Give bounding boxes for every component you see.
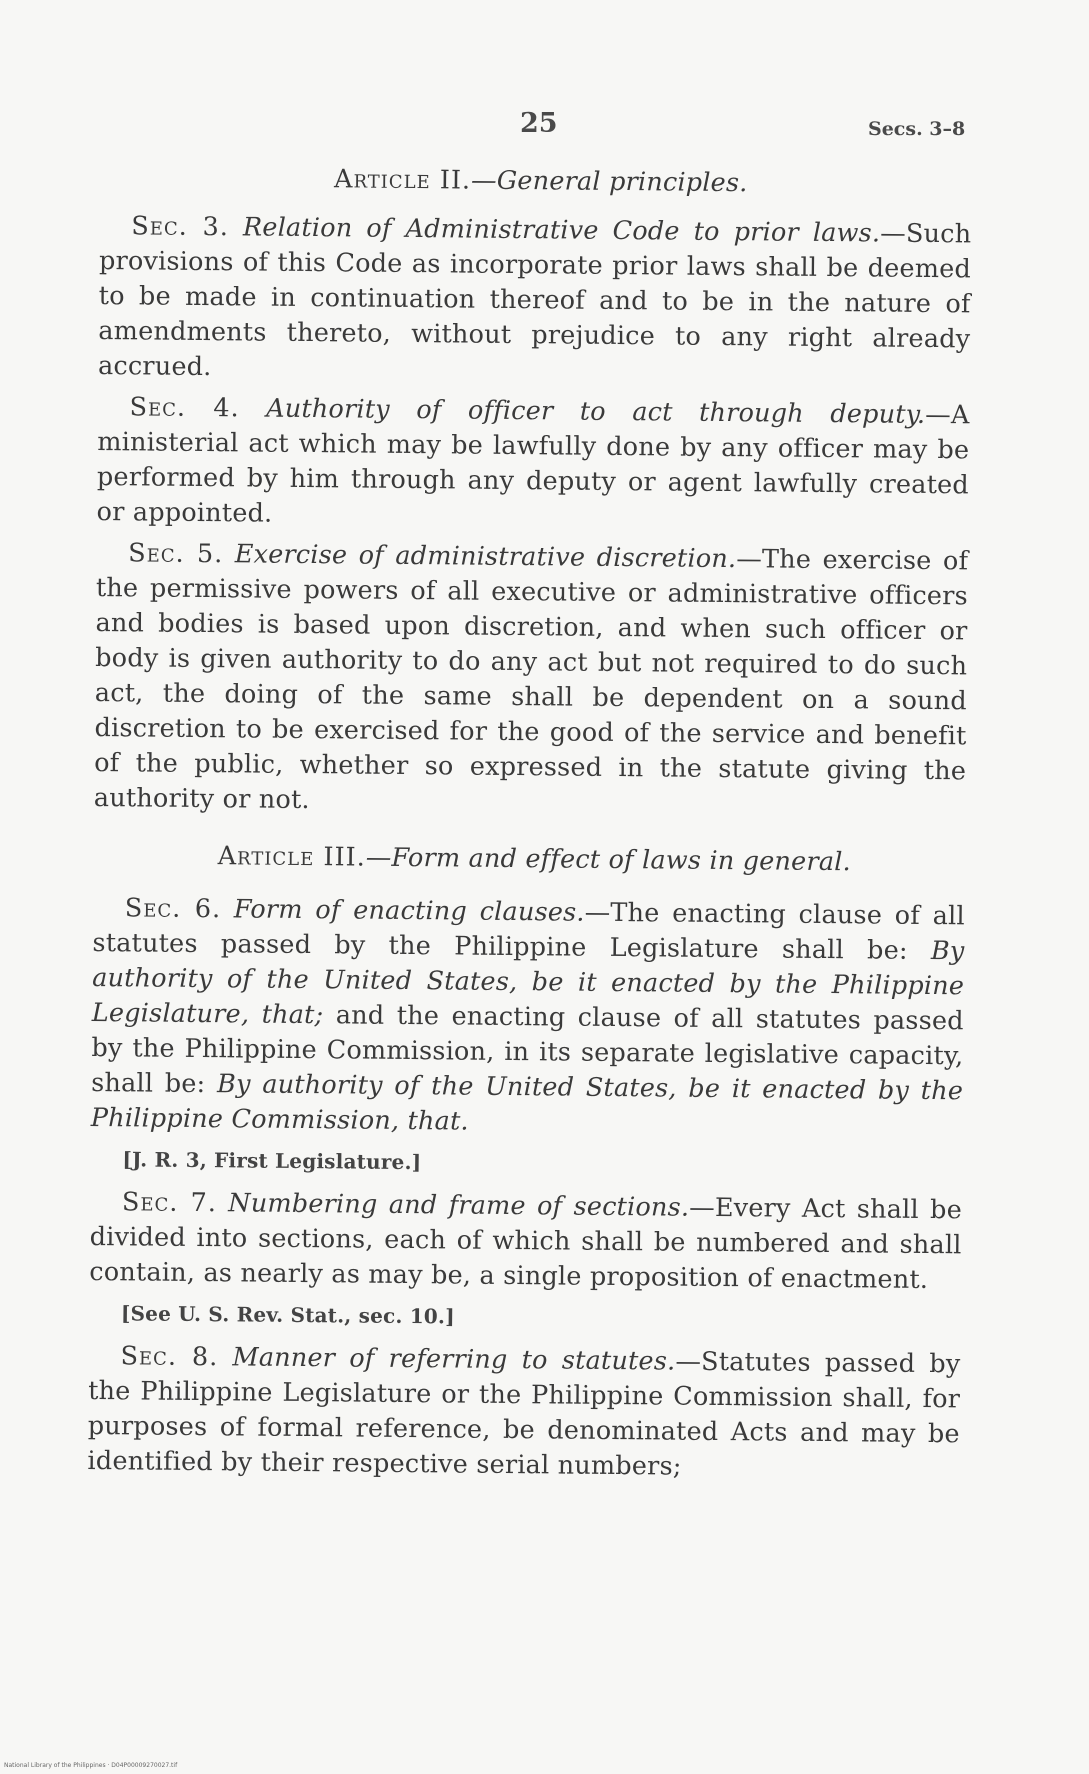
enacting-clause-commission: By authority of the United States, be it enacted by the Philippine Commission, that. (90, 1069, 964, 1137)
section-title: Relation of Administrative Code to prior laws. (242, 212, 881, 249)
section-6 (91, 891, 965, 1144)
section-title: Authority of officer to act through deputy. (266, 393, 926, 430)
section-3 (98, 209, 972, 392)
enacting-clause-legislature: By authority of the United States, be it enacted by the Philippine Legislature, that; (91, 936, 965, 1031)
section-4 (96, 390, 969, 538)
article-label: Article III. (217, 841, 366, 873)
section-8 (87, 1339, 960, 1487)
section-label: Sec. 6. (124, 893, 222, 925)
article-3-heading (93, 838, 965, 881)
article-title: —General principles. (470, 165, 748, 199)
section-title: Exercise of administrative discretion. (234, 539, 737, 575)
section-label: Sec. 4. (129, 392, 240, 424)
page-number: 25 (520, 108, 558, 139)
section-5 (94, 536, 969, 824)
section-title: Numbering and frame of sections. (228, 1188, 690, 1223)
citation: [J. R. 3, First Legislature.] (122, 1147, 422, 1175)
section-text: —Statutes passed by the Philippine Legislature or the Philippine Commission shall, for purposes of formal reference, be denominated Acts and may be identified by their respective serial numbers; (87, 1346, 961, 1482)
page-body (87, 160, 972, 1493)
section-text: —Such provisions of this Code as incorporate prior laws shall be deemed to be made in continuation thereof and to be in the nature of amendments thereto, without prejudice to any right already accrued. (97, 218, 972, 383)
section-text: and the enacting clause of all statutes passed by the Philippine Commission, in its separate legislative capacity, shall be: (90, 1000, 964, 1100)
section-text: —Every Act shall be divided into sections, each of which shall be numbered and shall contain, as nearly as may be, a single proposition of enactment. (89, 1192, 963, 1296)
section-label: Sec. 3. (131, 211, 230, 243)
footer-caption: National Library of the Philippines · D04P00009270027.tif (4, 1762, 178, 1769)
citation: [See U. S. Rev. Stat., sec. 10.] (120, 1301, 455, 1329)
section-label: Sec. 5. (128, 538, 224, 570)
section-label: Sec. 8. (120, 1341, 219, 1373)
article-2-heading (100, 160, 972, 203)
section-text: —A ministerial act which may be lawfully done by any officer may be performed by him through any deputy or agent lawfully created or appointed. (96, 399, 970, 529)
article-title: —Form and effect of laws in general. (365, 842, 852, 878)
section-7 (89, 1185, 962, 1298)
article-label: Article II. (333, 164, 472, 196)
section-title: Form of enacting clauses. (233, 894, 585, 928)
page-header (0, 108, 1089, 148)
section-text: —The exercise of the permissive powers of all executive or administrative officers and bodies is based upon discretion, and when such officer or body is given authority to do any act but not required to do such act, the doing of the same shall be dependent on a sound discretion to be exercised for the good of the service and benefit of the public, whether so expressed in the statute giving the authority or not. (93, 544, 969, 816)
section-text: —The enacting clause of all statutes passed by the Philippine Legislature shall be: (92, 897, 965, 967)
section-range: Secs. 3–8 (868, 118, 966, 140)
section-label: Sec. 7. (121, 1187, 218, 1219)
section-title: Manner of referring to statutes. (232, 1342, 676, 1377)
